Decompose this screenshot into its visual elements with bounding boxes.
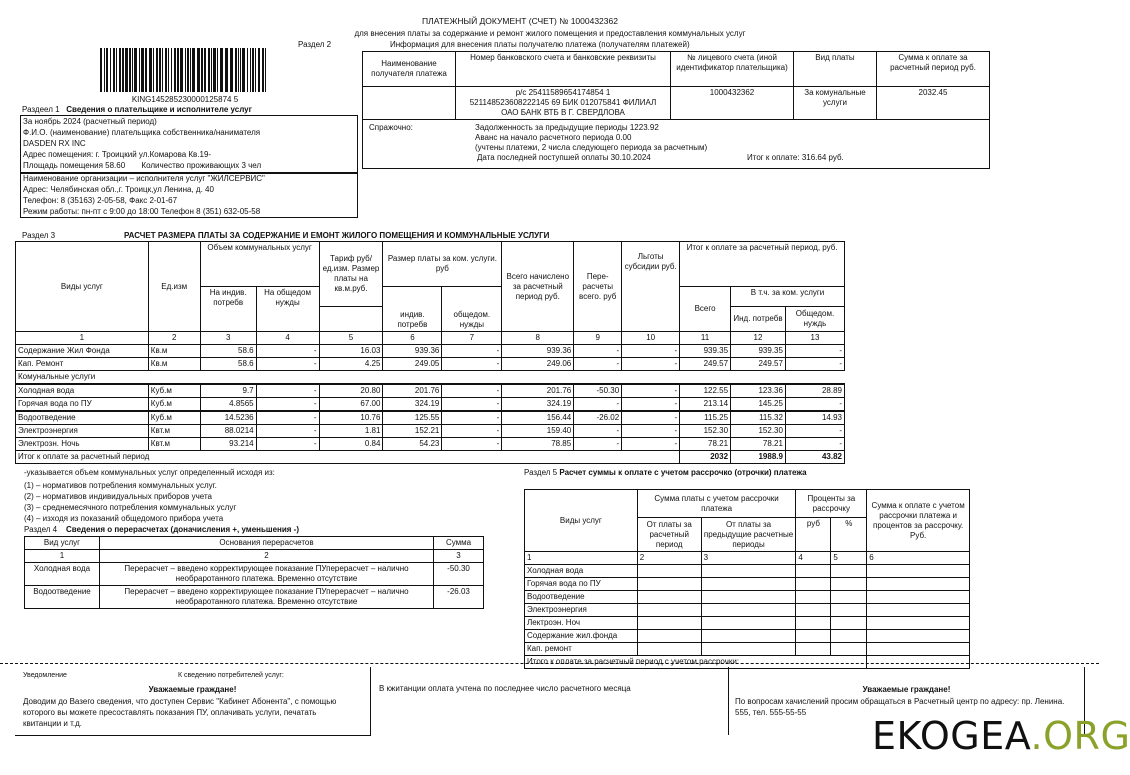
service-value: - xyxy=(442,398,502,412)
document-subtitle: для внесения платы за содержание и ремонт жилого помещения и предоставления коммунальных услуг xyxy=(354,29,746,38)
advance-amount: Аванс на начало расчетного периода 0.00 xyxy=(475,133,632,142)
column-number: 7 xyxy=(442,332,502,345)
installment-value xyxy=(796,630,831,643)
service-value: 939.36 xyxy=(502,345,574,358)
installment-service: Кап. ремонт xyxy=(525,643,638,656)
service-value: - xyxy=(574,425,622,438)
h-service: Виды услуг xyxy=(16,242,149,332)
service-value: - xyxy=(574,438,622,451)
installment-service: Горячая вода по ПУ xyxy=(525,578,638,591)
consumer-notice-label: К сведению потребителей услуг: xyxy=(178,672,284,679)
h-size: Размер платы за ком. услуги. руб xyxy=(383,242,502,287)
service-value: - xyxy=(622,345,680,358)
bank-line-1: р/с 25411589654174854 1 xyxy=(515,88,611,97)
installment-value xyxy=(867,630,970,643)
service-row xyxy=(16,384,845,398)
column-number: 3 xyxy=(701,552,796,565)
h5-previous: От платы за предыдущие расчетные периоды xyxy=(701,518,796,552)
section4-title: Сведения о перерасчетах (доначисления +, уменьшения -) xyxy=(66,525,300,534)
service-name: Кап. Ремонт xyxy=(16,358,149,371)
service-value: 145.25 xyxy=(731,398,786,412)
column-number: 8 xyxy=(502,332,574,345)
installment-value xyxy=(701,643,796,656)
service-value: - xyxy=(622,398,680,412)
service-value: - xyxy=(256,358,319,371)
installment-value xyxy=(867,643,970,656)
service-value: -26.02 xyxy=(574,411,622,425)
column-number: 3 xyxy=(200,332,256,345)
installment-value xyxy=(701,617,796,630)
column-number: 6 xyxy=(383,332,442,345)
service-value: Квт.м xyxy=(148,438,200,451)
column-number: 12 xyxy=(731,332,786,345)
service-value: 4.25 xyxy=(319,358,383,371)
col-amount-due: Сумма к оплате за расчетный период руб. xyxy=(877,52,990,87)
total-row xyxy=(16,451,845,464)
section5-label: Раздел 5 xyxy=(524,468,558,477)
section3-label: Раздел 3 xyxy=(22,231,56,240)
service-row xyxy=(16,425,845,438)
notes-list xyxy=(24,480,236,524)
installment-value xyxy=(831,565,867,578)
service-row xyxy=(16,438,845,451)
installment-value xyxy=(831,578,867,591)
installment-value xyxy=(867,604,970,617)
service-value: 78.85 xyxy=(502,438,574,451)
service-value: 159.40 xyxy=(502,425,574,438)
service-value: Кв.м xyxy=(148,358,200,371)
recalc-reason: Перерасчет – введено корректирующее показание ПУперерасчет – налично необраротанного платежа. Временно отсутствие xyxy=(99,586,433,609)
service-value: - xyxy=(785,438,844,451)
service-row xyxy=(16,358,845,371)
recalculation-table xyxy=(24,536,484,609)
service-value: 14.93 xyxy=(785,411,844,425)
service-value: - xyxy=(256,345,319,358)
recalc-row xyxy=(25,586,484,609)
service-value: 0.84 xyxy=(319,438,383,451)
column-number: 9 xyxy=(574,332,622,345)
calculation-table xyxy=(15,241,845,464)
installment-value xyxy=(831,643,867,656)
service-name: Холодная вода xyxy=(16,384,149,398)
service-value: 249.06 xyxy=(502,358,574,371)
h-benefits: Льготы субсидии руб. xyxy=(622,242,680,332)
installment-value xyxy=(796,591,831,604)
service-name: Водоотведение xyxy=(16,411,149,425)
provider-box xyxy=(20,172,358,218)
service-value: 125.55 xyxy=(383,411,442,425)
h-incl-common: Общедом. нуждь xyxy=(785,307,844,332)
notes-intro: -указывается объем коммунальных услуг определенный исходя из: xyxy=(24,468,275,477)
installment-value xyxy=(796,643,831,656)
col-account-number: № лицевого счета (иной идентификатор плательщика) xyxy=(671,52,794,87)
service-value: 14.5236 xyxy=(200,411,256,425)
h5-percent: Проценты за рассрочку xyxy=(796,490,867,518)
installment-value xyxy=(701,591,796,604)
watermark-part2: .ORG xyxy=(1030,714,1130,758)
section2-title: Информация для внесения платы получателю платежа (получателям платежей) xyxy=(390,40,690,49)
service-value: 213.14 xyxy=(680,398,731,412)
h-volume-indiv: На индив. потребв xyxy=(200,287,256,332)
notice-label: Уведомление xyxy=(23,672,67,679)
installment-value xyxy=(701,578,796,591)
service-name: Электроэнергия xyxy=(16,425,149,438)
account-number: 1000432362 xyxy=(671,87,794,120)
service-value: - xyxy=(442,438,502,451)
installment-row xyxy=(525,604,970,617)
service-value: -50.30 xyxy=(574,384,622,398)
section3-title: РАСЧЕТ РАЗМЕРА ПЛАТЫ ЗА СОДЕРЖАНИЕ И ЕМОНТ ЖИЛОГО ПОМЕЩЕНИЯ И КОММУНАЛЬНЫЕ УСЛУГИ xyxy=(124,231,550,240)
h-incl-indiv: Инд. потребв xyxy=(731,307,786,332)
service-message: Доводим до Вазего сведения, что доступен Сервис "Кабинет Абонента", с помощью которого вы можете пресоставлять показания ПУ, оплачивать услуги, печатать квитанции и т.д. xyxy=(23,697,337,728)
service-value: 93.214 xyxy=(200,438,256,451)
installment-total-label: Итого к оплате за расчетный период с учетом рассрочки: xyxy=(525,656,867,669)
service-value: - xyxy=(256,438,319,451)
installment-service: Лектроэн. Ноч xyxy=(525,617,638,630)
service-value: 88.0214 xyxy=(200,425,256,438)
column-number: 2 xyxy=(637,552,701,565)
service-value: 54.23 xyxy=(383,438,442,451)
service-value: - xyxy=(256,398,319,412)
service-value: 152.30 xyxy=(680,425,731,438)
h-tariff: Тариф руб/ед.изм. Размер платы на кв.м.руб. xyxy=(319,242,383,307)
service-value: - xyxy=(574,398,622,412)
note-item: (2) – нормативов индивидуальных приборов учета xyxy=(24,492,212,501)
service-row xyxy=(16,398,845,412)
note-item: (1) – нормативов потребления коммунальных услуг. xyxy=(24,481,217,490)
document-title: ПЛАТЕЖНЫЙ ДОКУМЕНТ (СЧЕТ) № 1000432362 xyxy=(422,16,618,26)
h5-total: Сумма к оплате с учетом рассрочки платежа и процентов за рассрочку. Руб. xyxy=(867,490,970,552)
service-value: - xyxy=(622,411,680,425)
service-value: - xyxy=(622,425,680,438)
h-total-charged: Всего начислено за расчетный период руб. xyxy=(502,242,574,332)
service-value: 156.44 xyxy=(502,411,574,425)
installment-value xyxy=(796,604,831,617)
h-tariff-cont xyxy=(319,307,383,332)
service-value: 16.03 xyxy=(319,345,383,358)
h-final: Итог к оплате за расчетный период, руб. xyxy=(680,242,845,287)
service-value: 67.00 xyxy=(319,398,383,412)
service-value: - xyxy=(442,345,502,358)
column-number: 5 xyxy=(319,332,383,345)
recalc-service: Холодная вода xyxy=(25,563,100,586)
service-name: Горячая вода по ПУ xyxy=(16,398,149,412)
service-value: - xyxy=(785,398,844,412)
service-value: 152.21 xyxy=(383,425,442,438)
service-value: - xyxy=(785,425,844,438)
service-value: Кв.м xyxy=(148,345,200,358)
column-number: 13 xyxy=(785,332,844,345)
payment-recipient-table xyxy=(362,51,990,169)
provider-phone: Телефон: 8 (35163) 2-05-58, Факс 2-01-67 xyxy=(23,196,178,205)
service-value: Куб.м xyxy=(148,398,200,412)
h-size-common: общедом. нужды xyxy=(442,287,502,332)
h-recalc: Пере-расчеты всего. руб xyxy=(574,242,622,332)
service-value: 10.76 xyxy=(319,411,383,425)
note-item: (3) – среднемесячного потребления коммунальных услуг xyxy=(24,503,237,512)
installment-service: Водоотведение xyxy=(525,591,638,604)
provider-name: Наименование организации – исполнителя услуг "ЖИЛСЕРВИС" xyxy=(23,174,265,183)
h5-pct: % xyxy=(831,518,867,552)
column-number-row xyxy=(16,332,845,345)
installment-row xyxy=(525,578,970,591)
total-label: Итог к оплате за расчетный период xyxy=(16,451,680,464)
service-value: 123.36 xyxy=(731,384,786,398)
service-value: 201.76 xyxy=(502,384,574,398)
service-value: 249.05 xyxy=(383,358,442,371)
installment-row xyxy=(525,565,970,578)
premises-address: Адрес помещения: г. Троицкий ул.Комарова Кв.19- xyxy=(23,150,212,159)
installment-service: Содержание жил.фонда xyxy=(525,630,638,643)
bank-line-3: ОАО БАНК ВТБ В Г. СВЕРДЛОВА xyxy=(501,108,625,117)
h-unit: Ед.изм xyxy=(148,242,200,332)
total-value: 43.82 xyxy=(785,451,844,464)
section4-header xyxy=(24,525,299,534)
col-bank-details: Номер банковского счета и банковские реквизиты xyxy=(456,52,671,87)
installment-value xyxy=(637,565,701,578)
installment-value xyxy=(867,565,970,578)
total-value: 1988.9 xyxy=(731,451,786,464)
section1-header xyxy=(22,105,252,114)
service-value: 249.57 xyxy=(731,358,786,371)
service-value: Куб.м xyxy=(148,384,200,398)
receipt-note: В кжитанции оплата учтена по последнее число расчетного месяца xyxy=(379,684,631,693)
service-name: Содержание Жил Фонда xyxy=(16,345,149,358)
installment-value xyxy=(701,630,796,643)
column-number: 10 xyxy=(622,332,680,345)
installment-value xyxy=(796,565,831,578)
installment-value xyxy=(637,591,701,604)
h5-rub: руб xyxy=(796,518,831,552)
h4-service: Вид услуг xyxy=(25,537,100,550)
reference-info xyxy=(363,120,990,169)
service-row xyxy=(16,345,845,358)
column-number: 1 xyxy=(525,552,638,565)
service-value: 201.76 xyxy=(383,384,442,398)
reference-label: Спрaжочно: xyxy=(369,123,413,132)
installment-value xyxy=(701,604,796,617)
installment-service: Холодная вода xyxy=(525,565,638,578)
service-value: 324.19 xyxy=(383,398,442,412)
service-value: 58.6 xyxy=(200,358,256,371)
recalc-sum: -26.03 xyxy=(434,586,484,609)
previous-debt: Задолженность за предыдущие периоды 1223.92 xyxy=(475,123,659,132)
installment-row xyxy=(525,591,970,604)
service-value: 115.25 xyxy=(680,411,731,425)
last-payment-date: Дата последней поступшей оплаты 30.10.2024 xyxy=(477,153,651,162)
service-value: 115.32 xyxy=(731,411,786,425)
h4-sum: Сумма xyxy=(434,537,484,550)
installment-value xyxy=(831,604,867,617)
service-value: - xyxy=(574,345,622,358)
section5-title: Расчет суммы к оплате с учетом рассрочко (отрочки) платежа xyxy=(559,468,807,477)
note-item: (4) – изходя из показаний общедомого прибора учета xyxy=(24,514,224,523)
h-volume-common: На общедом нужды xyxy=(256,287,319,332)
installment-table xyxy=(524,489,970,669)
installment-value xyxy=(831,617,867,630)
section4-label: Раздел 4 xyxy=(24,525,58,534)
column-number: 1 xyxy=(16,332,149,345)
service-value: - xyxy=(256,384,319,398)
service-name: Электрозн. Ночь xyxy=(16,438,149,451)
service-row xyxy=(16,411,845,425)
h4-num: 2 xyxy=(99,550,433,563)
column-number: 6 xyxy=(867,552,970,565)
service-value: - xyxy=(622,438,680,451)
installment-value xyxy=(637,617,701,630)
payments-note: (учтены платежи, 2 числа следующего периода за расчетным) xyxy=(475,143,708,152)
watermark-logo xyxy=(872,714,1130,758)
installment-service: Электроэнергия xyxy=(525,604,638,617)
barcode xyxy=(100,48,270,92)
service-value: - xyxy=(574,358,622,371)
h-incl: В т.ч. за ком. услуги xyxy=(731,287,845,307)
premises-area: Площадь помещения 58.60 xyxy=(23,161,126,170)
recalc-reason: Перерасчет – введено корректирующее показание ПУперерасчет – налично необраротанного платежа. Временно отсутствие xyxy=(99,563,433,586)
total-value: 2032 xyxy=(680,451,731,464)
amount-due: 2032.45 xyxy=(877,87,990,120)
service-value: - xyxy=(442,358,502,371)
service-value: - xyxy=(785,345,844,358)
h-volume: Объем коммунальных услуг xyxy=(200,242,319,287)
provider-hours: Режим работы: пн-пт с 9:00 до 18:00 Телефон 8 (351) 632-05-58 xyxy=(23,207,261,216)
service-value: - xyxy=(256,425,319,438)
recipient-name xyxy=(363,87,456,120)
service-value: 28.89 xyxy=(785,384,844,398)
service-value: 9.7 xyxy=(200,384,256,398)
h5-service: Виды услуг xyxy=(525,490,638,552)
installment-value xyxy=(637,578,701,591)
recalc-service: Водоотведение xyxy=(25,586,100,609)
column-number-row xyxy=(525,552,970,565)
installment-value xyxy=(867,591,970,604)
h5-current: От платы за расчетный период xyxy=(637,518,701,552)
service-value: - xyxy=(256,411,319,425)
section2-label: Раздел 2 xyxy=(298,40,332,49)
installment-row xyxy=(525,643,970,656)
installment-value xyxy=(637,643,701,656)
dear-citizens-2: Уважаемые граждане! xyxy=(862,685,951,694)
cut-line xyxy=(0,663,1099,664)
billing-period: За ноябрь 2024 (расчетный период) xyxy=(23,117,157,126)
service-value: 152.30 xyxy=(731,425,786,438)
installment-value xyxy=(796,578,831,591)
payer-box xyxy=(20,115,358,174)
barcode-number: KING145285230000125874 5 xyxy=(131,95,239,104)
payer-label: Ф.И.О. (наименование) плательщика собственника/нанимателя xyxy=(23,128,261,137)
service-value: - xyxy=(442,425,502,438)
column-number: 2 xyxy=(148,332,200,345)
service-value: 249.57 xyxy=(680,358,731,371)
installment-value xyxy=(867,617,970,630)
recalc-row xyxy=(25,563,484,586)
col-payment-type: Вид платы xyxy=(794,52,877,87)
installment-row xyxy=(525,630,970,643)
service-value: 58.6 xyxy=(200,345,256,358)
service-value: - xyxy=(622,384,680,398)
column-number: 4 xyxy=(256,332,319,345)
section1-label: Раздеел 1 xyxy=(22,105,60,114)
h4-num: 1 xyxy=(25,550,100,563)
h-final-total: Всего xyxy=(680,287,731,332)
installment-value xyxy=(701,565,796,578)
service-value: 78.21 xyxy=(731,438,786,451)
group-row xyxy=(16,371,845,385)
installment-value xyxy=(637,630,701,643)
h-size-indiv: индив. потребв xyxy=(383,287,442,332)
service-value: 4.8565 xyxy=(200,398,256,412)
total-to-pay: Итог к оплате: 316.64 руб. xyxy=(747,153,844,162)
service-value: Куб.м xyxy=(148,411,200,425)
service-value: - xyxy=(785,358,844,371)
installment-value xyxy=(831,591,867,604)
residents-count: Количество проживающих 3 чел xyxy=(141,161,262,170)
dear-citizens-1: Уважаемые граждане! xyxy=(148,685,237,694)
installment-value xyxy=(637,604,701,617)
installment-value xyxy=(867,578,970,591)
h4-num: 3 xyxy=(434,550,484,563)
payer-name: DASDEN RX INC xyxy=(23,139,86,148)
installment-row xyxy=(525,617,970,630)
payment-type: За комунальные услуги xyxy=(794,87,877,120)
provider-address: Адрес: Челябинская обл.,г. Троицк,ул Ленина, д. 40 xyxy=(23,185,214,194)
service-value: 939.35 xyxy=(680,345,731,358)
column-number: 4 xyxy=(796,552,831,565)
service-value: 1.81 xyxy=(319,425,383,438)
h5-sum-inst: Сумма платы с учетом рассрочки платежа xyxy=(637,490,796,518)
watermark-part1: EKOGEA xyxy=(872,714,1031,758)
service-value: Квт.м xyxy=(148,425,200,438)
service-value: - xyxy=(622,358,680,371)
column-number: 5 xyxy=(831,552,867,565)
contact-message: По вопросам хачислений просим обращаться в Расчетный центр по адресу: пр. Ленина. 555, тел. 555-55-55 xyxy=(735,697,1065,717)
bank-details xyxy=(456,87,671,120)
section5-header xyxy=(524,468,807,477)
installment-value xyxy=(796,617,831,630)
premises-area-line xyxy=(21,160,357,171)
service-value: 20.80 xyxy=(319,384,383,398)
recalc-sum: -50.30 xyxy=(434,563,484,586)
col-recipient: Наименование получателя платежа xyxy=(363,52,456,87)
column-number: 11 xyxy=(680,332,731,345)
group-label: Комунальные услуги xyxy=(16,371,845,385)
service-value: - xyxy=(442,384,502,398)
footer-notice-box xyxy=(15,667,371,736)
h4-reason: Основания перерасчетов xyxy=(99,537,433,550)
service-value: 78.21 xyxy=(680,438,731,451)
service-value: 122.55 xyxy=(680,384,731,398)
section1-title: Сведения о плательщике и исполнителе услуг xyxy=(66,105,252,114)
service-value: 324.19 xyxy=(502,398,574,412)
bank-line-2: 521148523608222145 69 БИК 012075841 ФИЛИАЛ xyxy=(469,98,657,107)
service-value: 939.35 xyxy=(731,345,786,358)
service-value: - xyxy=(442,411,502,425)
installment-value xyxy=(831,630,867,643)
service-value: 939.36 xyxy=(383,345,442,358)
